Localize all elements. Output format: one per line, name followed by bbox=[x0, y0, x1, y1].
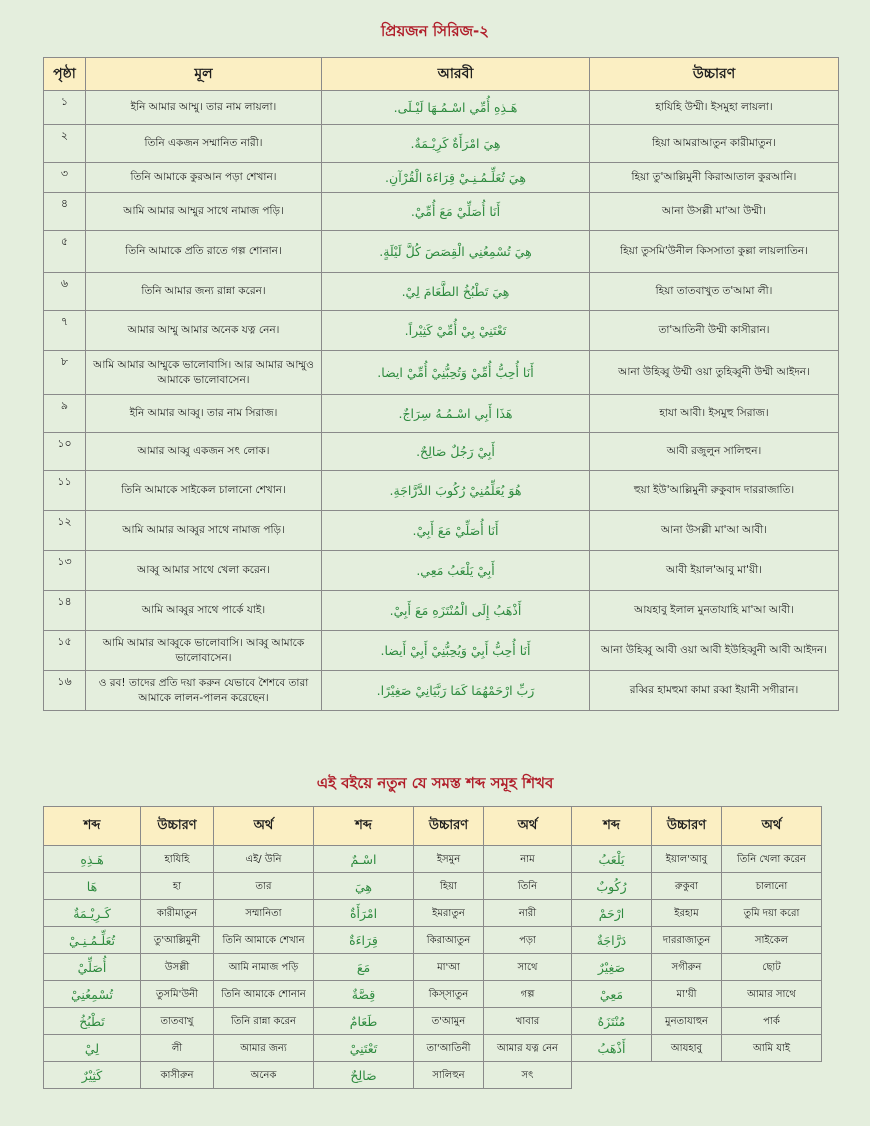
table-row bbox=[44, 511, 839, 551]
vocab-pronunciation: তা'আতিনী bbox=[414, 1035, 484, 1062]
table-row bbox=[44, 273, 839, 311]
original-text: ইনি আমার আব্বু। তার নাম সিরাজ। bbox=[86, 395, 322, 433]
header-meaning: অর্থ bbox=[722, 807, 822, 846]
vocab-meaning: তুমি দয়া করো bbox=[722, 900, 822, 927]
arabic-text: هِيَ تَطْبُخُ الطَّعَامَ لِيْ. bbox=[322, 273, 590, 311]
page-number: ১৪ bbox=[44, 591, 86, 631]
vocab-pronunciation: উসল্লী bbox=[141, 954, 214, 981]
arabic-text: أَنَا أُصَلِّيْ مَعَ أَبِيْ. bbox=[322, 511, 590, 551]
pronunciation-text: রব্বির হামহুমা কামা রব্বা ইয়ানী সগীরান। bbox=[590, 671, 839, 711]
page-number: ১২ bbox=[44, 511, 86, 551]
vocab-pronunciation: ইরহাম bbox=[652, 900, 722, 927]
table-row bbox=[44, 193, 839, 231]
vocab-word: دَرَّاجَةٌ bbox=[572, 927, 652, 954]
header-word: শব্দ bbox=[572, 807, 652, 846]
arabic-text: أَبِيْ رَجُلٌ صَالِحٌ. bbox=[322, 433, 590, 471]
pronunciation-text: হিয়া আমরাআতুন কারীমাতুন। bbox=[590, 125, 839, 163]
vocab-word: أَذْهَبُ bbox=[572, 1035, 652, 1062]
table-header-row bbox=[44, 807, 822, 846]
vocab-pronunciation: ইসমুন bbox=[414, 846, 484, 873]
vocab-meaning: চালানো bbox=[722, 873, 822, 900]
original-text: আমি আমার আব্বুকে ভালোবাসি। আব্বু আমাকে ভালোবাসেন। bbox=[86, 631, 322, 671]
vocab-word: قِصَّةٌ bbox=[314, 981, 414, 1008]
vocab-word: تُعَلِّـمُـنِـيْ bbox=[44, 927, 141, 954]
original-text: আমার আম্মু আমার অনেক যত্ন নেন। bbox=[86, 311, 322, 351]
pronunciation-text: আযহাবু ইলাল মুনতাযাহি মা'আ আবী। bbox=[590, 591, 839, 631]
vocab-pronunciation: কিরাআতুন bbox=[414, 927, 484, 954]
page-number: ১ bbox=[44, 91, 86, 125]
vocab-pronunciation: তুসমি'উনী bbox=[141, 981, 214, 1008]
original-text: ও রব! তাদের প্রতি দয়া করুন যেভাবে শৈশবে তারা আমাকে লালন-পালন করেছেন। bbox=[86, 671, 322, 711]
pronunciation-text: হাযা আবী। ইসমুহু সিরাজ। bbox=[590, 395, 839, 433]
table-row bbox=[44, 631, 839, 671]
vocab-meaning: পড়া bbox=[484, 927, 572, 954]
pronunciation-text: আনা উহিব্বু উম্মী ওয়া তুহিব্বুনী উম্মী আইদন। bbox=[590, 351, 839, 395]
table-row bbox=[44, 1062, 822, 1089]
table-row bbox=[44, 471, 839, 511]
original-text: তিনি আমাকে প্রতি রাতে গল্প শোনান। bbox=[86, 231, 322, 273]
header-pronunciation: উচ্চারণ bbox=[141, 807, 214, 846]
vocab-pronunciation: ইমরাতুন bbox=[414, 900, 484, 927]
vocab-pronunciation: হা bbox=[141, 873, 214, 900]
page-number: ১০ bbox=[44, 433, 86, 471]
page-number: ৪ bbox=[44, 193, 86, 231]
vocab-word: تُسْمِعُنِيْ bbox=[44, 981, 141, 1008]
pronunciation-text: তা'আতিনী উম্মী কাসীরান। bbox=[590, 311, 839, 351]
vocab-meaning: সাথে bbox=[484, 954, 572, 981]
vocab-pronunciation: সালিহুন bbox=[414, 1062, 484, 1089]
page-number: ৫ bbox=[44, 231, 86, 273]
pronunciation-text: হাযিহি উম্মী। ইসমুহা লায়লা। bbox=[590, 91, 839, 125]
vocab-meaning: নারী bbox=[484, 900, 572, 927]
vocab-meaning: তিনি আমাকে শেখান bbox=[214, 927, 314, 954]
vocab-pronunciation: কিস্সাতুন bbox=[414, 981, 484, 1008]
arabic-text: هِيَ تُعَلِّـمُـنِـيْ قِرَاءَةَ الْقُرْآنِ. bbox=[322, 163, 590, 193]
table-row bbox=[44, 927, 822, 954]
pronunciation-text: হিয়া তুসমি'উনীল কিসসাতা কুল্লা লায়লাতিন। bbox=[590, 231, 839, 273]
arabic-text: أَنَا أُحِبُّ أُمِّيْ وَتُحِبُّنِيْ أُمِّيْ ايضا. bbox=[322, 351, 590, 395]
arabic-text: هِيَ تُسْمِعُنِي الْقِصَصَ كُلَّ لَيْلَةٍ. bbox=[322, 231, 590, 273]
vocab-word: كَثِيْرٌ bbox=[44, 1062, 141, 1089]
pronunciation-text: আনা উহিব্বু আবী ওয়া আবী ইউহিব্বুনী আবী আইদন। bbox=[590, 631, 839, 671]
arabic-text: هَذَا أَبِي اسْـمُـهُ سِرَاجٌ. bbox=[322, 395, 590, 433]
vocab-word: هَا bbox=[44, 873, 141, 900]
table-header-row bbox=[44, 58, 839, 91]
original-text: তিনি আমার জন্য রান্না করেন। bbox=[86, 273, 322, 311]
table-row bbox=[44, 551, 839, 591]
vocab-word: هِيَ bbox=[314, 873, 414, 900]
page-number: ৯ bbox=[44, 395, 86, 433]
header-arabic: আরবী bbox=[322, 58, 590, 91]
header-word: শব্দ bbox=[44, 807, 141, 846]
page-number: ২ bbox=[44, 125, 86, 163]
vocab-pronunciation: তাতবাখু bbox=[141, 1008, 214, 1035]
vocab-meaning: তিনি খেলা করেন bbox=[722, 846, 822, 873]
original-text: আমার আব্বু একজন সৎ লোক। bbox=[86, 433, 322, 471]
vocab-meaning: আমার যত্ন নেন bbox=[484, 1035, 572, 1062]
vocab-word: مُنْتَزَهٌ bbox=[572, 1008, 652, 1035]
page-number: ৭ bbox=[44, 311, 86, 351]
arabic-text: هُوَ يُعَلِّمُنِيْ رُكُوبَ الدَّرَّاجَةِ. bbox=[322, 471, 590, 511]
header-word: শব্দ bbox=[314, 807, 414, 846]
vocab-meaning: তিনি bbox=[484, 873, 572, 900]
table-row bbox=[44, 873, 822, 900]
vocab-pronunciation: তু'আল্লিমুনী bbox=[141, 927, 214, 954]
vocab-word: أُصَلِّيْ bbox=[44, 954, 141, 981]
table-row bbox=[44, 591, 839, 631]
vocab-pronunciation: ইয়াল'আবু bbox=[652, 846, 722, 873]
vocab-pronunciation: কারীমাতুন bbox=[141, 900, 214, 927]
table-row bbox=[44, 125, 839, 163]
series-table bbox=[43, 57, 839, 711]
vocab-word: اسْـمٌ bbox=[314, 846, 414, 873]
vocab-pronunciation: মুনতাযাহুন bbox=[652, 1008, 722, 1035]
vocab-meaning: আমার জন্য bbox=[214, 1035, 314, 1062]
page-number: ১১ bbox=[44, 471, 86, 511]
vocab-meaning: সৎ bbox=[484, 1062, 572, 1089]
header-pronunciation: উচ্চারণ bbox=[590, 58, 839, 91]
vocab-meaning: সম্মানিতা bbox=[214, 900, 314, 927]
page-number: ৩ bbox=[44, 163, 86, 193]
arabic-text: رَبِّ ارْحَمْهُمَا كَمَا رَبَّيَانِيْ صَغِيْرًا. bbox=[322, 671, 590, 711]
vocab-word: صَغِيْرٌ bbox=[572, 954, 652, 981]
vocab-word: كَـرِيْـمَةٌ bbox=[44, 900, 141, 927]
table-row bbox=[44, 91, 839, 125]
vocabulary-title: এই বইয়ে নতুন যে সমস্ত শব্দ সমূহ শিখব bbox=[316, 774, 554, 792]
pronunciation-text: হিয়া তু'আল্লিমুনী কিরাআতাল কুরআনি। bbox=[590, 163, 839, 193]
vocab-pronunciation: হিয়া bbox=[414, 873, 484, 900]
vocab-meaning: তিনি রান্না করেন bbox=[214, 1008, 314, 1035]
vocab-word: مَعَ bbox=[314, 954, 414, 981]
vocab-meaning: আমি নামাজ পড়ি bbox=[214, 954, 314, 981]
arabic-text: أَنَا أُصَلِّيْ مَعَ أُمِّيْ. bbox=[322, 193, 590, 231]
page-number: ১৩ bbox=[44, 551, 86, 591]
vocab-meaning: এই/ উনি bbox=[214, 846, 314, 873]
vocab-pronunciation: ত'আমুন bbox=[414, 1008, 484, 1035]
pronunciation-text: হিয়া তাতবাখুত ত'আমা লী। bbox=[590, 273, 839, 311]
arabic-text: هِيَ امْرَأَةٌ كَرِيْـمَةٌ. bbox=[322, 125, 590, 163]
table-row bbox=[44, 231, 839, 273]
vocab-meaning: নাম bbox=[484, 846, 572, 873]
vocab-word: امْرَأَةٌ bbox=[314, 900, 414, 927]
pronunciation-text: হুয়া ইউ'আল্লিমুনী রুকুবাদ দাররাজাতি। bbox=[590, 471, 839, 511]
vocab-pronunciation: রুকুবা bbox=[652, 873, 722, 900]
arabic-text: أَبِيْ يَلْعَبُ مَعِي. bbox=[322, 551, 590, 591]
header-pronunciation: উচ্চারণ bbox=[652, 807, 722, 846]
table-row bbox=[44, 846, 822, 873]
vocab-word: لِيْ bbox=[44, 1035, 141, 1062]
table-row bbox=[44, 1008, 822, 1035]
vocab-pronunciation: সগীরুন bbox=[652, 954, 722, 981]
vocab-word: صَالِحٌ bbox=[314, 1062, 414, 1089]
page-title: প্রিয়জন সিরিজ-২ bbox=[380, 22, 490, 40]
vocab-meaning: তিনি আমাকে শোনান bbox=[214, 981, 314, 1008]
original-text: তিনি একজন সম্মানিত নারী। bbox=[86, 125, 322, 163]
table-row bbox=[44, 311, 839, 351]
table-row bbox=[44, 351, 839, 395]
table-row bbox=[44, 163, 839, 193]
vocab-pronunciation: মা'আ bbox=[414, 954, 484, 981]
vocab-meaning: অনেক bbox=[214, 1062, 314, 1089]
vocab-word: رُكُوبٌ bbox=[572, 873, 652, 900]
vocab-word: ارْحَمْ bbox=[572, 900, 652, 927]
original-text: আমি আমার আম্মুকে ভালোবাসি। আর আমার আম্মুও আমাকে ভালোবাসেন। bbox=[86, 351, 322, 395]
header-pronunciation: উচ্চারণ bbox=[414, 807, 484, 846]
vocab-pronunciation: আযহাবু bbox=[652, 1035, 722, 1062]
table-row bbox=[44, 433, 839, 471]
original-text: আমি আব্বুর সাথে পার্কে যাই। bbox=[86, 591, 322, 631]
original-text: তিনি আমাকে সাইকেল চালানো শেখান। bbox=[86, 471, 322, 511]
header-original: মূল bbox=[86, 58, 322, 91]
vocab-meaning: তার bbox=[214, 873, 314, 900]
vocab-meaning: আমি যাই bbox=[722, 1035, 822, 1062]
page-number: ১৫ bbox=[44, 631, 86, 671]
vocab-pronunciation: কাসীরুন bbox=[141, 1062, 214, 1089]
table-row bbox=[44, 954, 822, 981]
original-text: আমি আমার আব্বুর সাথে নামাজ পড়ি। bbox=[86, 511, 322, 551]
vocab-word: تَعْتَنِيْ bbox=[314, 1035, 414, 1062]
vocab-pronunciation: হাযিহি bbox=[141, 846, 214, 873]
original-text: তিনি আমাকে কুরআন পড়া শেখান। bbox=[86, 163, 322, 193]
vocab-pronunciation: মা'য়ী bbox=[652, 981, 722, 1008]
pronunciation-text: আবী ইয়াল'আবু মা'য়ী। bbox=[590, 551, 839, 591]
vocab-word: طَعَامٌ bbox=[314, 1008, 414, 1035]
pronunciation-text: আনা উসল্লী মা'আ উম্মী। bbox=[590, 193, 839, 231]
original-text: ইনি আমার আম্মু। তার নাম লায়লা। bbox=[86, 91, 322, 125]
arabic-text: هَـذِهِ أُمِّي اسْـمُـهَا لَيْـلَى. bbox=[322, 91, 590, 125]
empty-cell bbox=[722, 1062, 822, 1089]
arabic-text: أَذْهَبُ إِلَى الْمُنْتَزَهِ مَعَ أَبِيْ. bbox=[322, 591, 590, 631]
vocab-meaning: খাবার bbox=[484, 1008, 572, 1035]
vocab-word: يَلْعَبُ bbox=[572, 846, 652, 873]
vocab-meaning: গল্প bbox=[484, 981, 572, 1008]
arabic-text: تَعْتَنِيْ بِيْ أُمِّيْ كَثِيْراً. bbox=[322, 311, 590, 351]
table-row bbox=[44, 1035, 822, 1062]
vocab-meaning: পার্ক bbox=[722, 1008, 822, 1035]
header-page: পৃষ্ঠা bbox=[44, 58, 86, 91]
vocab-meaning: আমার সাথে bbox=[722, 981, 822, 1008]
vocab-word: هَـذِهِ bbox=[44, 846, 141, 873]
page-number: ১৬ bbox=[44, 671, 86, 711]
original-text: আমি আমার আম্মুর সাথে নামাজ পড়ি। bbox=[86, 193, 322, 231]
page-number: ৮ bbox=[44, 351, 86, 395]
vocab-word: مَعِيْ bbox=[572, 981, 652, 1008]
empty-cell bbox=[652, 1062, 722, 1089]
pronunciation-text: আনা উসল্লী মা'আ আবী। bbox=[590, 511, 839, 551]
empty-cell bbox=[572, 1062, 652, 1089]
vocab-word: تَطْبُخُ bbox=[44, 1008, 141, 1035]
vocab-meaning: ছোট bbox=[722, 954, 822, 981]
vocab-pronunciation: লী bbox=[141, 1035, 214, 1062]
vocabulary-table bbox=[43, 806, 822, 1089]
vocab-pronunciation: দাররাজাতুন bbox=[652, 927, 722, 954]
table-row bbox=[44, 671, 839, 711]
vocab-word: قِرَاءَةٌ bbox=[314, 927, 414, 954]
vocab-meaning: সাইকেল bbox=[722, 927, 822, 954]
header-meaning: অর্থ bbox=[214, 807, 314, 846]
pronunciation-text: আবী রজুলুন সালিহুন। bbox=[590, 433, 839, 471]
page-number: ৬ bbox=[44, 273, 86, 311]
original-text: আব্বু আমার সাথে খেলা করেন। bbox=[86, 551, 322, 591]
table-row bbox=[44, 981, 822, 1008]
arabic-text: أَنَا أُحِبُّ أَبِيْ وَيُحِبُّنِيْ أَبِيْ أَيضا. bbox=[322, 631, 590, 671]
table-row bbox=[44, 900, 822, 927]
table-row bbox=[44, 395, 839, 433]
header-meaning: অর্থ bbox=[484, 807, 572, 846]
